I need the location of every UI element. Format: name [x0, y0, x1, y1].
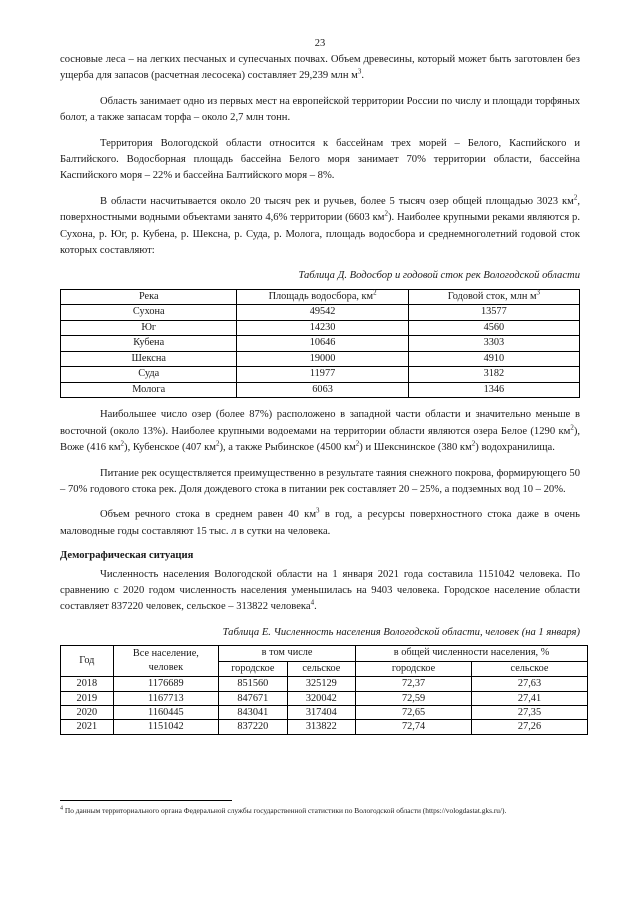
table-e-cell: 72,65 — [356, 706, 472, 720]
table-e-cell: 27,35 — [472, 706, 588, 720]
table-e-caption: Таблица Е. Численность населения Вологодской области, человек (на 1 января) — [222, 626, 580, 638]
table-e-cell: 1160445 — [113, 706, 218, 720]
table-e-header-year: Год — [61, 646, 114, 677]
table-d-body — [61, 305, 580, 398]
table-d-cell: 3182 — [408, 367, 579, 383]
table-e-cell: 2018 — [61, 677, 114, 691]
table-d-header-flow: Годовой сток, млн $м^3$ — [408, 289, 579, 305]
table-e-cell: 2021 — [61, 720, 114, 734]
paragraph-peat: Область занимает одно из первых мест на европейской территории России по числу и площади торфяных болот, а также запасам торфа – около 2,7 млн тонн. — [60, 95, 580, 124]
table-d-header-river: Река — [61, 289, 237, 305]
table-e-body — [61, 677, 588, 735]
table-d-row — [61, 351, 580, 367]
table-d-cell: 1346 — [408, 382, 579, 398]
table-d-header-area: Площадь водосбора, $км^2$ — [237, 289, 408, 305]
table-e — [60, 645, 588, 735]
table-d-caption: Таблица Д. Водосбор и годовой сток рек Вологодской области — [298, 270, 580, 282]
table-e-header-share: в общей численности населения, % — [356, 646, 588, 662]
table-d-row — [61, 336, 580, 352]
table-e-cell: 843041 — [219, 706, 288, 720]
table-d-cell: 19000 — [237, 351, 408, 367]
table-d-cell: Кубена — [61, 336, 237, 352]
table-e-cell: 72,37 — [356, 677, 472, 691]
table-e-cell: 317404 — [287, 706, 356, 720]
table-e-cell: 325129 — [287, 677, 356, 691]
table-d-cell: Суда — [61, 367, 237, 383]
table-d-row — [61, 305, 580, 321]
table-d-row — [61, 320, 580, 336]
paragraph-population: Численность населения Вологодской области на 1 января 2021 года составила 1151042 человека. По сравнению с 2020 годом численность населения уменьшилась на 9403 человека. Городское население области составляет 837220 человек, сельское – 313822 человека$^4$. — [60, 568, 580, 613]
table-d-cell: 3303 — [408, 336, 579, 352]
table-d-cell: 11977 — [237, 367, 408, 383]
table-d — [60, 289, 580, 399]
table-e-cell: 1176689 — [113, 677, 218, 691]
page-content — [60, 52, 580, 735]
table-e-header-total: Все население, человек — [113, 646, 218, 677]
table-d-cell: Сухона — [61, 305, 237, 321]
table-e-cell: 72,59 — [356, 691, 472, 705]
table-e-header-row-1 — [61, 646, 588, 662]
table-e-row — [61, 677, 588, 691]
paragraph-lakes: Наибольшее число озер (более 87%) расположено в западной части области и значительно меньше в восточной (около 13%). Наиболее крупными водоемами на территории области являются озера Белое (1290 $км^2$), Воже (416 $км^2$), Кубенское (407 $км^2$), а также Рыбинское (4500 $км^2$) и Шекснинское (380 $км^2$) водохранилища. — [60, 409, 580, 454]
table-e-cell: 2019 — [61, 691, 114, 705]
table-e-header-rural-pct: сельское — [472, 661, 588, 677]
footnote-divider — [60, 800, 232, 801]
table-e-cell: 27,26 — [472, 720, 588, 734]
table-e-cell: 27,63 — [472, 677, 588, 691]
table-d-cell: 4560 — [408, 320, 579, 336]
paragraph-rivers: В области насчитывается около 20 тысяч рек и ручьев, более 5 тысяч озер общей площадью 3023 $км^2$, поверхностными водными объектами занято 4,6% территории (6603 $км^2$). Наиболее крупными реками являются р. Сухона, р. Юг, р. Кубена, р. Шексна, р. Суда, р. Молога, площадь водосбора и среднемноголетний годовой сток которых составляют: — [60, 193, 580, 257]
table-d-row — [61, 367, 580, 383]
table-e-row — [61, 691, 588, 705]
table-e-cell: 313822 — [287, 720, 356, 734]
table-e-cell: 72,74 — [356, 720, 472, 734]
table-e-header-rural: сельское — [287, 661, 356, 677]
table-e-cell: 320042 — [287, 691, 356, 705]
footnote: $^4$ По данным территориального органа Федеральной службы государственной статистики по Вологодской области (https://vologdastat.gks.ru/). — [60, 805, 507, 815]
table-e-header-urban-pct: городское — [356, 661, 472, 677]
table-e-header-urban: городское — [219, 661, 288, 677]
table-d-cell: 10646 — [237, 336, 408, 352]
paragraph-forest: сосновые леса – на легких песчаных и супесчаных почвах. Объем древесины, который может быть заготовлен без ущерба для запасов (расчетная лесосека) составляет 29,239 млн $м^3$. — [60, 54, 580, 82]
page-number: 23 — [314, 38, 326, 49]
table-d-header — [61, 289, 580, 305]
table-d-cell: Юг — [61, 320, 237, 336]
table-e-cell: 2020 — [61, 706, 114, 720]
table-d-row — [61, 382, 580, 398]
table-e-row — [61, 706, 588, 720]
table-e-row — [61, 720, 588, 734]
table-d-cell: 13577 — [408, 305, 579, 321]
table-e-cell: 837220 — [219, 720, 288, 734]
paragraph-basins: Территория Вологодской области относится к бассейнам трех морей – Белого, Каспийского и Балтийского. Водосборная площадь бассейна Белого моря занимает 70% территории области, бассейна Каспийского моря – 22% и бассейна Балтийского моря – 8%. — [60, 137, 580, 182]
table-e-cell: 1151042 — [113, 720, 218, 734]
table-e-cell: 1167713 — [113, 691, 218, 705]
table-d-cell: Молога — [61, 382, 237, 398]
table-e-cell: 851560 — [219, 677, 288, 691]
table-d-cell: 4910 — [408, 351, 579, 367]
table-e-header-including: в том числе — [219, 646, 356, 662]
paragraph-runoff: Объем речного стока в среднем равен 40 $км^3$ в год, а ресурсы поверхностного стока даже в очень маловодные годы составляют 15 тыс. л в сутки на человека. — [60, 506, 580, 537]
table-d-cell: 6063 — [237, 382, 408, 398]
table-d-cell: 14230 — [237, 320, 408, 336]
table-e-cell: 27,41 — [472, 691, 588, 705]
table-d-cell: 49542 — [237, 305, 408, 321]
paragraph-feeding: Питание рек осуществляется преимущественно в результате таяния снежного покрова, формирующего 50 – 70% годового стока рек. Доля дождевого стока в питании рек составляет 20 – 25%, а подземных вод 10 – 20%. — [60, 467, 580, 495]
table-e-cell: 847671 — [219, 691, 288, 705]
table-d-cell: Шексна — [61, 351, 237, 367]
section-heading-demography: Демографическая ситуация — [60, 550, 194, 562]
